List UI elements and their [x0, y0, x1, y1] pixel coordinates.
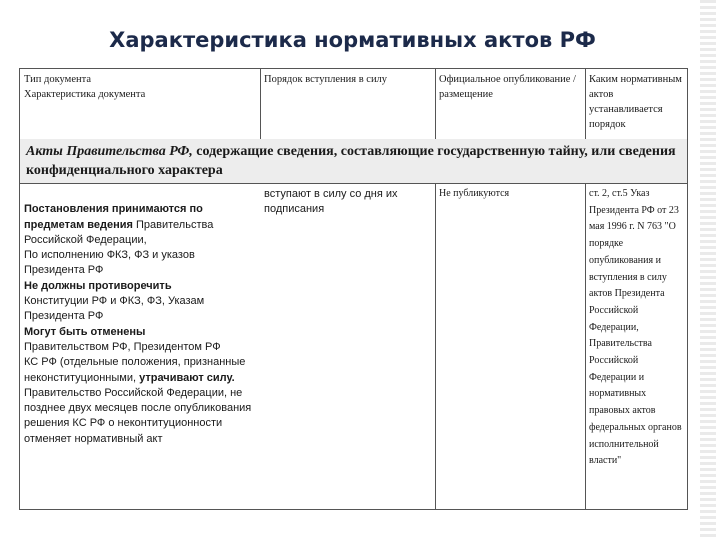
section-header-rest: содержащие сведения, составляющие государственную тайну, или сведения конфиденциального характера: [26, 144, 676, 178]
table-header-row: [20, 69, 687, 140]
section-header-prefix: Акты Правительства РФ,: [26, 144, 193, 159]
text-fragment: Правительство Российской Федерации, не позднее двух месяцев после опубликования решения КС РФ о неконтитуционности отменяет нормативный акт: [24, 386, 252, 445]
row-cell-doc-description: [20, 184, 260, 450]
text-fragment: утрачивают силу.: [139, 371, 235, 384]
text-fragment: Правительства Российской Федерации, По исполнению ФКЗ, ФЗ и указов Президента РФ: [24, 218, 214, 277]
row-cell-publication: Не публикуются: [439, 188, 510, 199]
acts-table: [19, 68, 688, 510]
divider: [435, 184, 436, 510]
text-fragment: Правительством РФ, Президентом РФ КС РФ (отдельные положения, признанные неконституционными,: [24, 340, 246, 384]
dashed-right-border: [700, 0, 716, 540]
divider: [585, 69, 586, 139]
text-fragment: Конституции РФ и ФКЗ, ФЗ, Указам Президента РФ: [24, 295, 205, 323]
header-cell-doc-type: Тип документа Характеристика документа: [24, 74, 146, 100]
header-cell-entry-into-force: Порядок вступления в силу: [264, 74, 388, 85]
row-cell-governing-act: ст. 2, ст.5 Указ Президента РФ от 23 мая 1996 г. N 763 "О порядке опубликования и вступления в силу актов Президента Российской Федерации, Правительства Российской Федерации и нормативных правовых актов федеральных органов исполнительной власти": [589, 188, 682, 467]
text-fragment: Могут быть отменены: [24, 325, 146, 338]
divider: [435, 69, 436, 139]
divider: [260, 69, 261, 139]
header-cell-publication: Официальное опубликование / размещение: [439, 74, 576, 100]
text-fragment: Не должны противоречить: [24, 279, 172, 292]
page-title: Характеристика нормативных актов РФ: [109, 28, 596, 52]
header-cell-governing-act: Каким нормативным актов устанавливается порядок: [589, 74, 682, 130]
text-fragment: Постановления принимаются по предметам ведения: [24, 203, 203, 231]
row-cell-entry-into-force: вступают в силу со дня их подписания: [264, 188, 398, 216]
section-header: [20, 139, 687, 184]
